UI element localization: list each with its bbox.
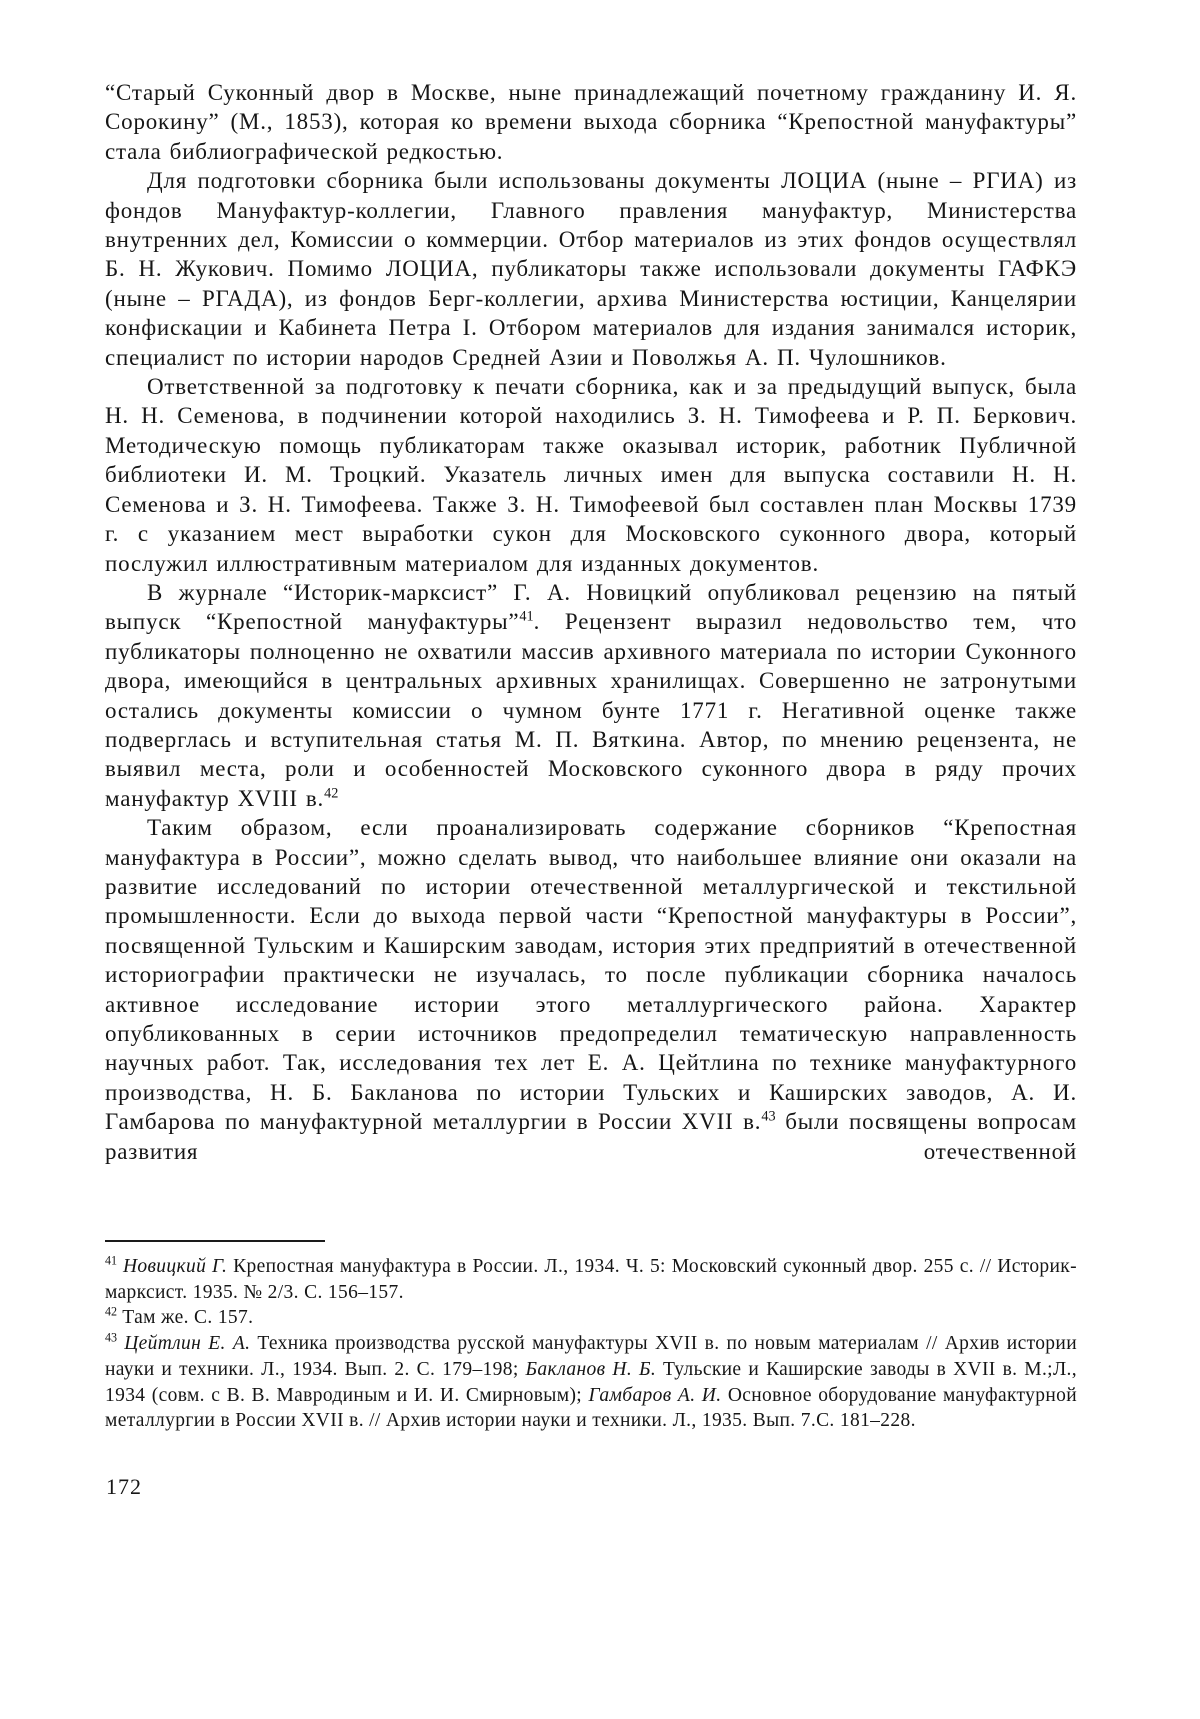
footnote — [105, 1305, 1077, 1331]
text-run: Техника производства русской мануфактуры XVII в. по новым материалам // Архив истории науки и техники. Л., 1934. Вып. 2. С. 179–198; — [105, 1333, 1077, 1380]
text-run: Ответственной за подготовку к печати сборника, как и за предыдущий выпуск, была Н. Н. Семенова, в подчинении которой находились З. Н. Тимофеева и Р. П. Беркович. Методическую помощь публикаторам также оказывал историк, работник Публичной библиотеки И. М. Троцкий. Указатель личных имен для выпуска составили Н. Н. Семенова и З. Н. Тимофеева. Также З. Н. Тимофеевой был составлен план Москвы 1739 г. с указанием мест выработки сукон для Московского суконного двора, который послужил иллюстративным материалом для изданных документов. — [105, 374, 1077, 576]
author-name: Бакланов Н. Б. — [525, 1358, 657, 1380]
footnote — [105, 1331, 1077, 1434]
text-run: Там же. С. 157. — [117, 1307, 254, 1329]
text-run: В журнале “Историк-марксист” Г. А. Новицкий опубликовал рецензию на пятый выпуск “Крепостной мануфактуры” — [105, 579, 1077, 635]
text-run: “Старый Суконный двор в Москве, ныне принадлежащий почетному гражданину И. Я. Сорокину” (М., 1853), которая ко времени выхода сборника “Крепостной мануфактуры” стала библиографической редкостью. — [105, 80, 1077, 164]
text-run: . Рецензент выразил недовольство тем, что публикаторы полноценно не охватили массив архивного материала по истории Суконного двора, имеющийся в центральных архивных хранилищах. Совершенно не затронутыми остались документы комиссии о чумном бунте 1771 г. Негативной оценке также подверглась и вступительная статья М. П. Вяткина. Автор, по мнению рецензента, не выявил места, роли и особенностей Московского суконного двора в ряду прочих мануфактур XVIII в. — [105, 609, 1077, 811]
text-run: были посвящены вопросам развития отечественной — [105, 1109, 1077, 1164]
text-run: Основное оборудование мануфактурной металлургии в России XVII в. // Архив истории науки и техники. Л., 1935. Вып. 7.С. 181–228. — [105, 1384, 1078, 1432]
paragraph — [105, 372, 1077, 578]
footnote-marker: 42 — [324, 785, 339, 802]
footnote-marker: 41 — [519, 608, 534, 625]
footnotes-section — [105, 1240, 1077, 1434]
footnote-marker: 41 — [105, 1253, 118, 1268]
author-name: Гамбаров А. И. — [588, 1384, 722, 1406]
paragraph — [105, 166, 1077, 372]
text-run: Крепостная мануфактура в России. Л., 1934. Ч. 5: Московский суконный двор. 255 с. // Историк-марксист. 1935. № 2/3. С. 156–157. — [105, 1256, 1077, 1303]
page-number: 172 — [106, 1474, 142, 1499]
footnote — [105, 1254, 1077, 1305]
author-name: Новицкий Г. — [122, 1256, 228, 1277]
paragraph — [105, 78, 1077, 166]
paragraph — [105, 813, 1077, 1166]
footnote-marker: 43 — [761, 1108, 776, 1125]
paragraph — [105, 578, 1077, 813]
body-text — [105, 78, 1077, 1166]
text-run: Для подготовки сборника были использованы документы ЛОЦИА (ныне – РГИА) из фондов Мануфактур-коллегии, Главного правления мануфактур, Министерства внутренних дел, Комиссии о коммерции. Отбор материалов из этих фондов осуществлял Б. Н. Жукович. Помимо ЛОЦИА, публикаторы также использовали документы ГАФКЭ (ныне – РГАДА), из фондов Берг-коллегии, архива Министерства юстиции, Канцелярии конфискации и Кабинета Петра I. Отбором материалов для издания занимался историк, специалист по истории народов Средней Азии и Поволжья А. П. Чулошников. — [105, 168, 1077, 370]
text-run: Тульские и Каширские заводы в XVII в. М.;Л., 1934 (совм. с В. В. Мавродиным и И. И. Смирновым); — [105, 1358, 1077, 1406]
author-name: Цейтлин Е. А. — [124, 1333, 251, 1355]
footnote-marker: 42 — [105, 1304, 118, 1319]
footnote-divider — [105, 1240, 325, 1242]
footnote-marker: 43 — [105, 1330, 118, 1345]
text-run: Таким образом, если проанализировать содержание сборников “Крепостная мануфактура в России”, можно сделать вывод, что наибольшее влияние они оказали на развитие исследований по истории отечественной металлургической и текстильной промышленности. Если до выхода первой части “Крепостной мануфактуры в России”, посвященной Тульским и Каширским заводам, история этих предприятий в отечественной историографии практически не изучалась, то после публикации сборника началось активное исследование истории этого металлургического района. Характер опубликованных в серии источников предопределил тематическую направленность научных работ. Так, исследования тех лет Е. А. Цейтлина по технике мануфактурного производства, Н. Б. Бакланова по истории Тульских и Каширских заводов, А. И. Гамбарова по мануфактурной металлургии в России XVII в. — [105, 815, 1077, 1135]
